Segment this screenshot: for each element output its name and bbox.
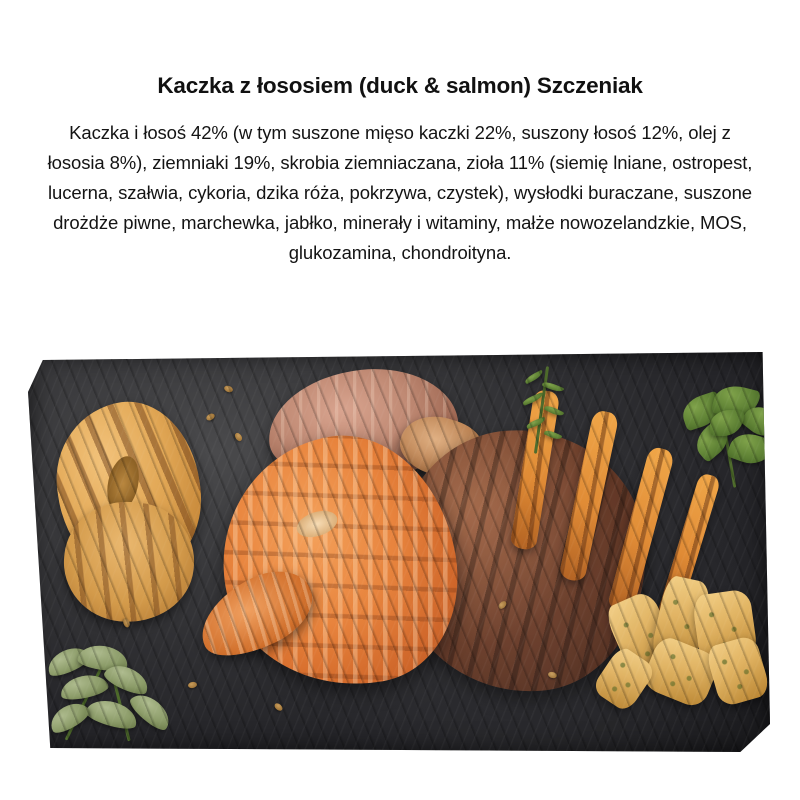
duck-breast (263, 360, 463, 489)
flax-seed (233, 432, 243, 443)
beef-steak (385, 420, 657, 703)
product-photo (0, 340, 800, 770)
grilled-pear-slice (46, 393, 211, 587)
potato-wedge (691, 588, 758, 665)
grilled-carrot (510, 389, 561, 551)
grilled-carrot (558, 409, 619, 583)
duck-skin-piece (394, 408, 491, 487)
flax-seed (273, 702, 284, 712)
ingredients-text: Kaczka i łosoś 42% (w tym suszone mięso kaczki 22%, suszony łosoś 12%, olej z łososia 8%), ziemniaki 19%, skrobia ziemniaczana, zioła 11% (siemię lniane, ostropest, lucerna, szałwia, cykoria, dzika róża, pokrzywa, czystek), wysłodki buraczane, suszone drożdże piwne, marchewka, jabłko, minerały i witaminy, małże nowozelandzkie, MOS, glukozamina, chondroityna. (47, 122, 753, 263)
salmon-steak (203, 419, 475, 705)
potato-wedge (650, 574, 713, 668)
flax-seed (547, 671, 557, 679)
salmon-belly-flap (187, 557, 325, 671)
grilled-apple-slice (58, 496, 200, 629)
grilled-carrot (657, 472, 722, 622)
page-title: Kaczka z łososiem (duck & salmon) Szczeniak (157, 73, 643, 98)
slate-edge (28, 352, 770, 752)
potato-wedge (704, 634, 770, 708)
sage-herb (42, 644, 192, 752)
flax-seed (188, 681, 198, 688)
potato-wedge (640, 634, 722, 711)
flax-seed (497, 600, 508, 611)
salmon-bone (293, 506, 340, 542)
grilled-carrot (607, 445, 676, 614)
parsley-herb (674, 386, 770, 496)
rosemary-herb (510, 366, 580, 456)
slate-board (28, 352, 770, 752)
flax-seed (122, 618, 131, 629)
potato-wedge (602, 589, 681, 681)
flax-seed (223, 385, 234, 394)
potato-wedge (591, 644, 658, 713)
flax-seed (205, 412, 216, 422)
